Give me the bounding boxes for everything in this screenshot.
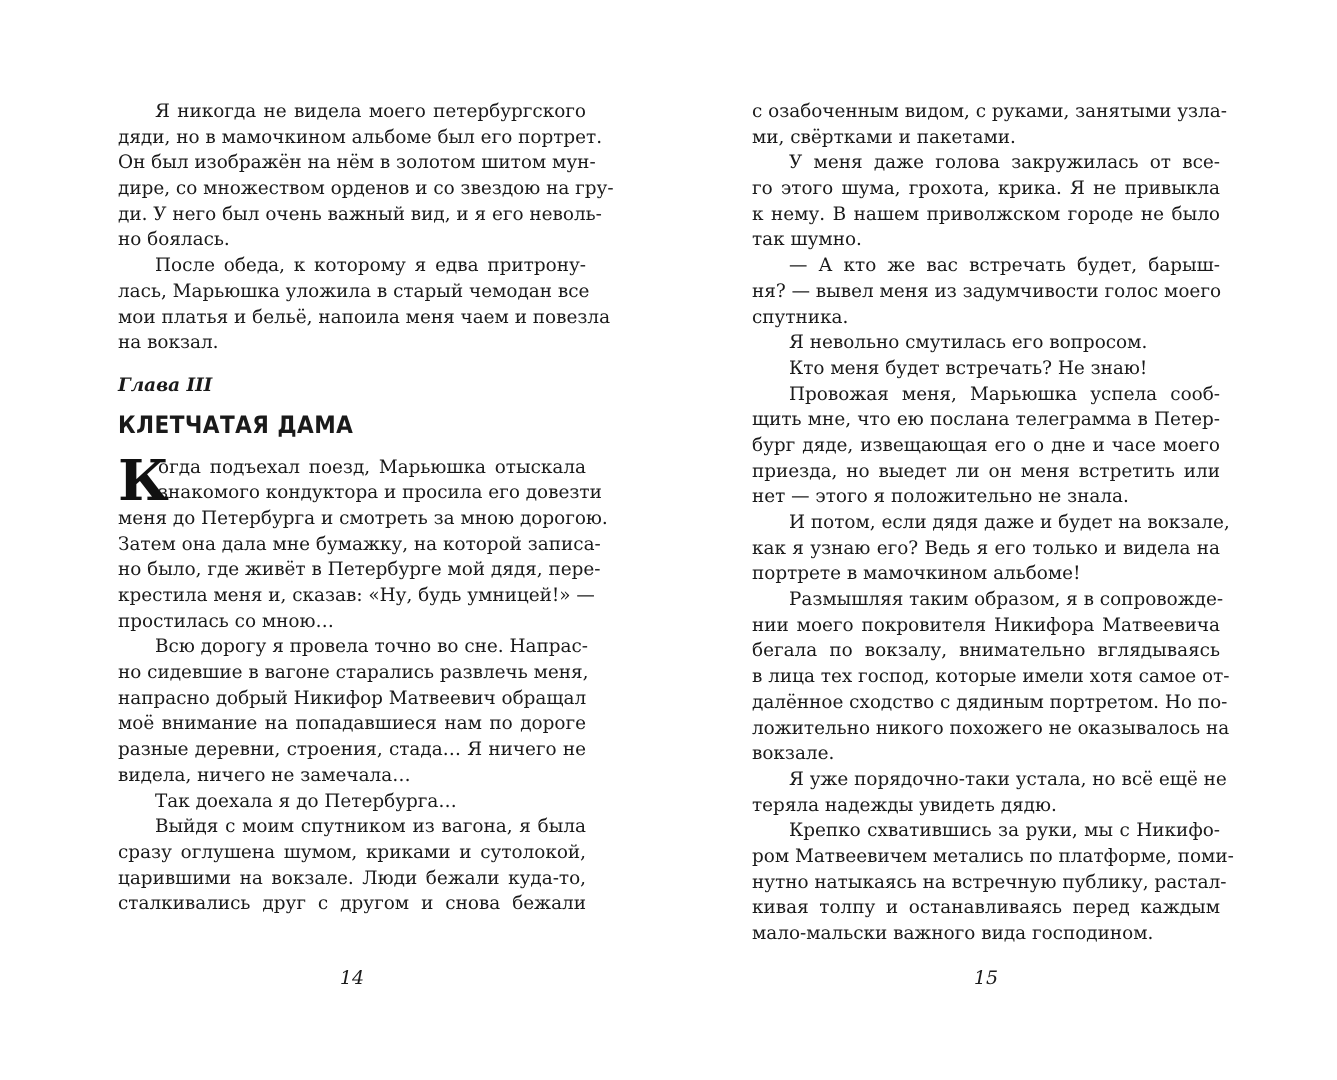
left-text-block	[118, 99, 614, 917]
paragraph	[752, 253, 1220, 330]
text-line: спутника.	[752, 306, 849, 328]
text-line: го этого шума, грохота, крика. Я не привыкла	[752, 178, 1220, 200]
page-number: 14	[339, 967, 365, 989]
text-line: приезда, но выедет ли он меня встретить или	[752, 460, 1220, 482]
text-line: лась, Марьюшка уложила в старый чемодан все	[118, 280, 590, 302]
text-line: на вокзал.	[118, 332, 219, 354]
text-line: Так доехала я до Петербурга…	[155, 790, 457, 812]
text-line: как я узнаю его? Ведь я его только и видела на	[752, 537, 1220, 559]
text-line: ди. У него был очень важный вид, и я его неволь-	[118, 203, 602, 225]
text-line: Всю дорогу я провела точно во сне. Напрас-	[155, 636, 588, 658]
text-line: И потом, если дядя даже и будет на вокзале,	[789, 512, 1230, 533]
text-line: ложительно никого похожего не оказывалось на	[752, 717, 1230, 739]
text-line: разные деревни, строения, стада… Я ничего не	[118, 739, 586, 761]
text-line: знакомого кондуктора и просила его довезти	[158, 482, 602, 504]
paragraph	[118, 447, 608, 635]
text-line: царившими на вокзале. Люди бежали куда-то,	[118, 867, 586, 889]
text-line: простилась со мною…	[118, 610, 334, 632]
text-line: щить мне, что ею послана телеграмма в Петер-	[752, 409, 1220, 431]
text-line: бург дяде, извещающая его о дне и часе моего	[752, 434, 1220, 456]
text-line: мало-мальски важного вида господином.	[752, 923, 1154, 944]
right-text-block	[752, 99, 1234, 947]
text-line: огда подъехал поезд, Марьюшка отыскала	[158, 456, 586, 478]
text-line: ня? — вывел меня из задумчивости голос моего	[752, 280, 1222, 302]
text-line: сразу оглушена шумом, криками и сутолокой,	[118, 841, 586, 863]
text-line: Выйдя с моим спутником из вагона, я была	[155, 816, 586, 838]
text-line: но было, где живёт в Петербурге мой дядя, пере-	[118, 559, 601, 581]
text-line: нутно натыкаясь на встречную публику, растал-	[752, 871, 1227, 893]
text-line: но боялась.	[118, 229, 230, 251]
text-line: Крепко схватившись за руки, мы с Никифо-	[789, 820, 1220, 842]
text-line: дяди, но в мамочкином альбоме был его портрет.	[118, 126, 603, 148]
paragraph	[752, 330, 1220, 356]
text-line: ром Матвеевичем метались по платформе, поми-	[752, 845, 1234, 867]
right-page	[668, 0, 1337, 1080]
text-line: так шумно.	[752, 229, 862, 251]
paragraph	[118, 99, 614, 253]
text-line: но сидевшие в вагоне старались развлечь меня,	[118, 662, 589, 684]
text-line: сталкивались друг с другом и снова бежали	[118, 893, 586, 915]
text-line: Провожая меня, Марьюшка успела сооб-	[789, 383, 1220, 405]
text-line: Затем она дала мне бумажку, на которой записа-	[118, 533, 601, 555]
text-line: — А кто же вас встречать будет, барыш-	[789, 255, 1220, 277]
text-line: нии моего покровителя Никифора Матвеевича	[752, 614, 1220, 636]
paragraph	[752, 510, 1230, 587]
text-line: в лица тех господ, которые имели хотя самое от-	[752, 666, 1230, 688]
paragraph	[752, 818, 1234, 946]
text-line: После обеда, к которому я едва притрону-	[155, 255, 586, 277]
paragraph	[752, 356, 1220, 382]
text-line: вокзале.	[752, 743, 835, 765]
text-line: ми, свёртками и пакетами.	[752, 126, 1016, 148]
paragraph	[752, 382, 1220, 510]
text-line: теряла надежды увидеть дядю.	[752, 794, 1057, 816]
chapter-title: КЛЕТЧАТАЯ ДАМА	[118, 410, 354, 439]
text-line: бегала по вокзалу, внимательно вглядываясь	[752, 640, 1220, 662]
paragraph	[118, 634, 589, 788]
text-line: Я невольно смутилась его вопросом.	[789, 332, 1148, 354]
text-line: моё внимание на попадавшиеся нам по дороге	[118, 713, 586, 735]
paragraph	[752, 767, 1227, 818]
text-line: дире, со множеством орденов и со звездою на гру-	[118, 178, 614, 200]
paragraph	[752, 587, 1230, 767]
text-line: далённое сходство с дядиным портретом. Но по-	[752, 691, 1228, 713]
text-line: с озабоченным видом, с руками, занятыми узла-	[752, 101, 1227, 122]
text-line: кивая толпу и останавливаясь перед каждым	[752, 897, 1220, 919]
drop-cap: К	[118, 447, 167, 514]
text-line: видела, ничего не замечала…	[118, 764, 411, 786]
text-line: меня до Петербурга и смотреть за мною дорогою.	[118, 507, 608, 529]
paragraph	[118, 253, 611, 356]
page-number: 15	[973, 967, 999, 989]
text-line: мои платья и бельё, напоила меня чаем и повезла	[118, 306, 611, 328]
text-line: крестила меня и, сказав: «Ну, будь умницей!» —	[118, 585, 595, 606]
text-line: портрете в мамочкином альбоме!	[752, 563, 1081, 585]
paragraph	[118, 814, 586, 917]
left-page	[0, 0, 668, 1080]
text-line: Я уже порядочно-таки устала, но всё ещё не	[789, 768, 1227, 790]
text-line: нет — этого я положительно не знала.	[752, 486, 1129, 508]
text-line: к нему. В нашем приволжском городе не было	[752, 203, 1220, 225]
text-line: Размышляя таким образом, я в сопровожде-	[789, 589, 1224, 611]
text-line: напрасно добрый Никифор Матвеевич обращал	[118, 687, 587, 709]
text-line: Я никогда не видела моего петербургского	[155, 101, 586, 122]
paragraph	[118, 789, 586, 815]
paragraph	[752, 150, 1220, 253]
text-line: Кто меня будет встречать? Не знаю!	[789, 357, 1148, 379]
text-line: У меня даже голова закружилась от все-	[789, 152, 1220, 174]
paragraph	[752, 99, 1227, 150]
chapter-label: Глава III	[118, 374, 213, 396]
text-line: Он был изображён на нём в золотом шитом мун-	[118, 152, 596, 174]
